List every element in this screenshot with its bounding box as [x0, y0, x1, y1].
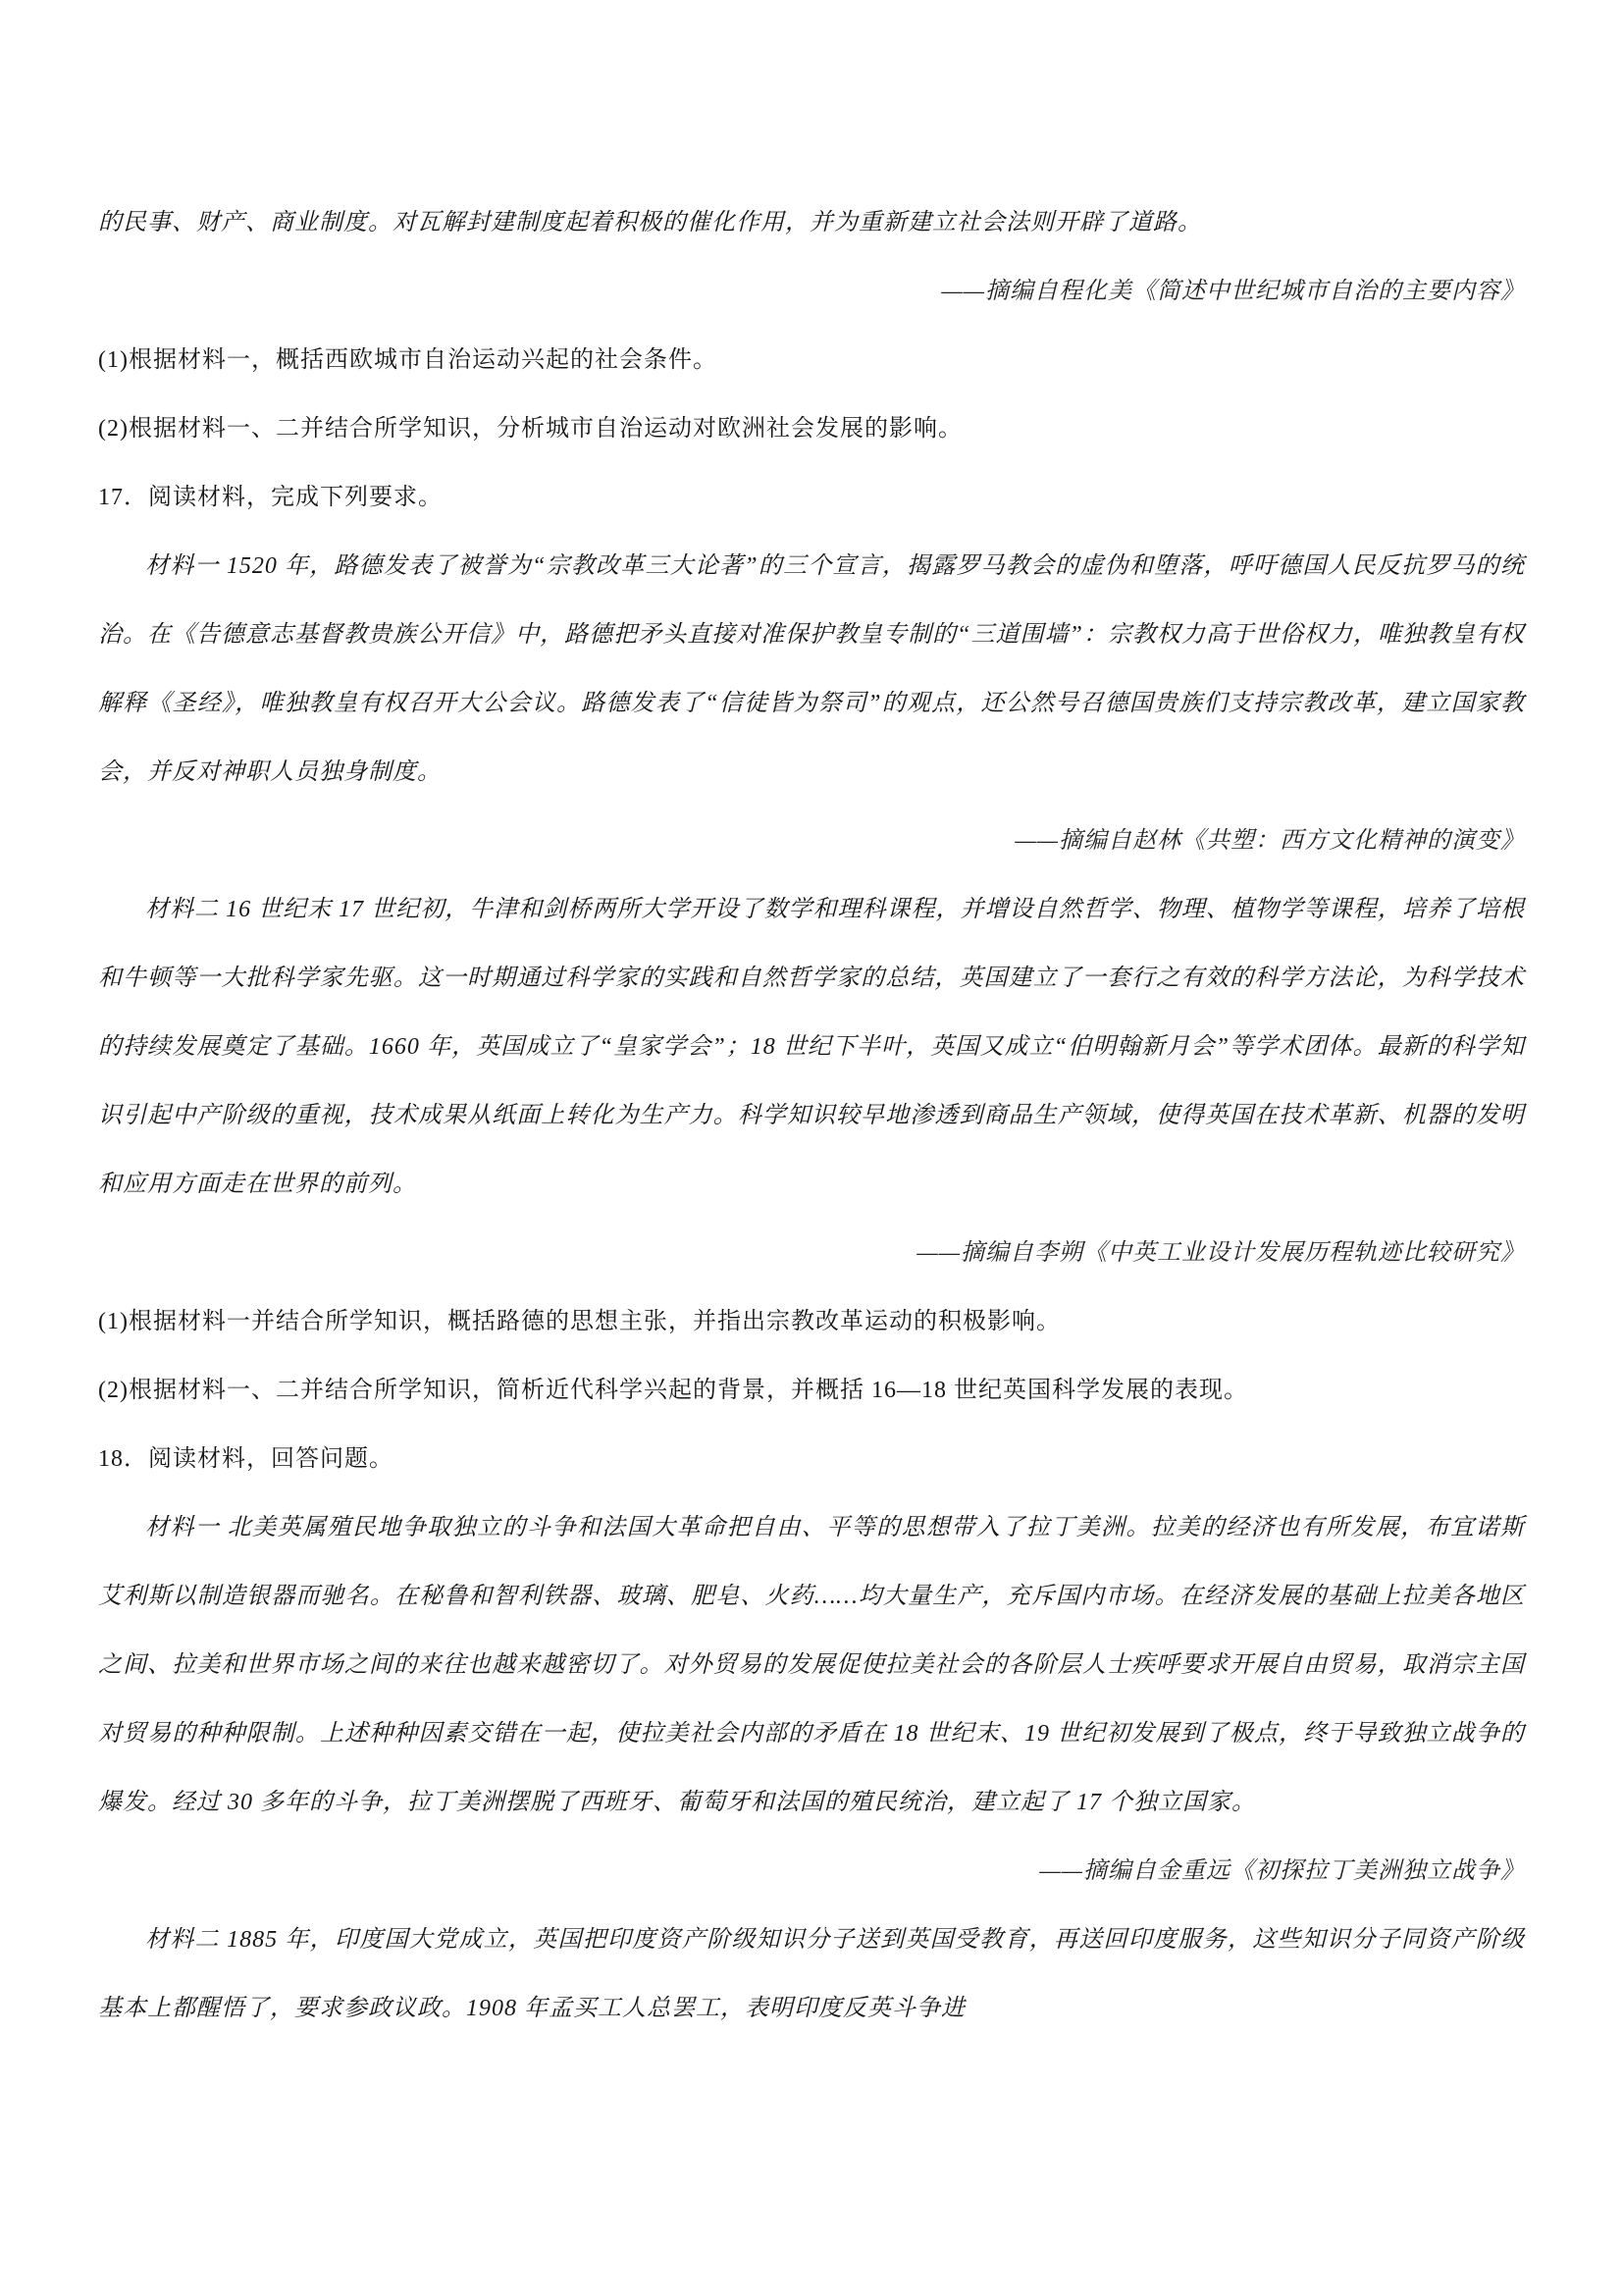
- question-line: (2)根据材料一、二并结合所学知识，简析近代科学兴起的背景，并概括 16—18 世纪英国科学发展的表现。: [98, 1378, 1248, 1403]
- source-attribution: ——摘编自李朔《中英工业设计发展历程轨迹比较研究》: [916, 1240, 1525, 1266]
- source-attribution: ——摘编自金重远《初探拉丁美洲独立战争》: [1039, 1858, 1525, 1884]
- question-line: (1)根据材料一，概括西欧城市自治运动兴起的社会条件。: [98, 347, 717, 373]
- document-content: [98, 188, 1525, 2043]
- source-attribution: ——摘编自赵林《共塑：西方文化精神的演变》: [1015, 828, 1525, 854]
- question-line: 17．阅读材料，完成下列要求。: [98, 485, 443, 510]
- material-paragraph-continued: 的民事、财产、商业制度。对瓦解封建制度起着积极的催化作用，并为重新建立社会法则开辟了道路。: [98, 210, 1202, 235]
- material-paragraph: 材料一 1520 年，路德发表了被誉为“宗教改革三大论著”的三个宣言，揭露罗马教会的虚伪和堕落，呼吁德国人民反抗罗马的统治。在《告德意志基督教贵族公开信》中，路德把矛头直接对准保护教皇专制的“三道围墙”：宗教权力高于世俗权力，唯独教皇有权解释《圣经》，唯独教皇有权召开大公会议。路德发表了“信徒皆为祭司”的观点，还公然号召德国贵族们支持宗教改革，建立国家教会，并反对神职人员独身制度。: [98, 553, 1525, 785]
- question-line: (1)根据材料一并结合所学知识，概括路德的思想主张，并指出宗教改革运动的积极影响。: [98, 1309, 1061, 1334]
- material-paragraph: 材料二 16 世纪末 17 世纪初，牛津和剑桥两所大学开设了数学和理科课程，并增设自然哲学、物理、植物学等课程，培养了培根和牛顿等一大批科学家先驱。这一时期通过科学家的实践和自然哲学家的总结，英国建立了一套行之有效的科学方法论，为科学技术的持续发展奠定了基础。1660 年，英国成立了“皇家学会”；18 世纪下半叶，英国又成立“伯明翰新月会”等学术团体。最新的科学知识引起中产阶级的重视，技术成果从纸面上转化为生产力。科学知识较早地渗透到商品生产领域，使得英国在技术革新、机器的发明和应用方面走在世界的前列。: [98, 897, 1525, 1197]
- source-attribution: ——摘编自程化美《简述中世纪城市自治的主要内容》: [941, 279, 1525, 304]
- material-paragraph: 材料二 1885 年，印度国大党成立，英国把印度资产阶级知识分子送到英国受教育，再送回印度服务，这些知识分子同资产阶级基本上都醒悟了，要求参政议政。1908 年孟买工人总罢工，表明印度反英斗争进: [98, 1927, 1525, 2021]
- question-line: (2)根据材料一、二并结合所学知识，分析城市自治运动对欧洲社会发展的影响。: [98, 416, 963, 442]
- material-paragraph: 材料一 北美英属殖民地争取独立的斗争和法国大革命把自由、平等的思想带入了拉丁美洲。拉美的经济也有所发展，布宜诺斯艾利斯以制造银器而驰名。在秘鲁和智利铁器、玻璃、肥皂、火药……均大量生产，充斥国内市场。在经济发展的基础上拉美各地区之间、拉美和世界市场之间的来往也越来越密切了。对外贸易的发展促使拉美社会的各阶层人士疾呼要求开展自由贸易，取消宗主国对贸易的种种限制。上述种种因素交错在一起，使拉美社会内部的矛盾在 18 世纪末、19 世纪初发展到了极点，终于导致独立战争的爆发。经过 30 多年的斗争，拉丁美洲摆脱了西班牙、葡萄牙和法国的殖民统治，建立起了 17 个独立国家。: [98, 1515, 1525, 1815]
- question-line: 18．阅读材料，回答问题。: [98, 1446, 393, 1472]
